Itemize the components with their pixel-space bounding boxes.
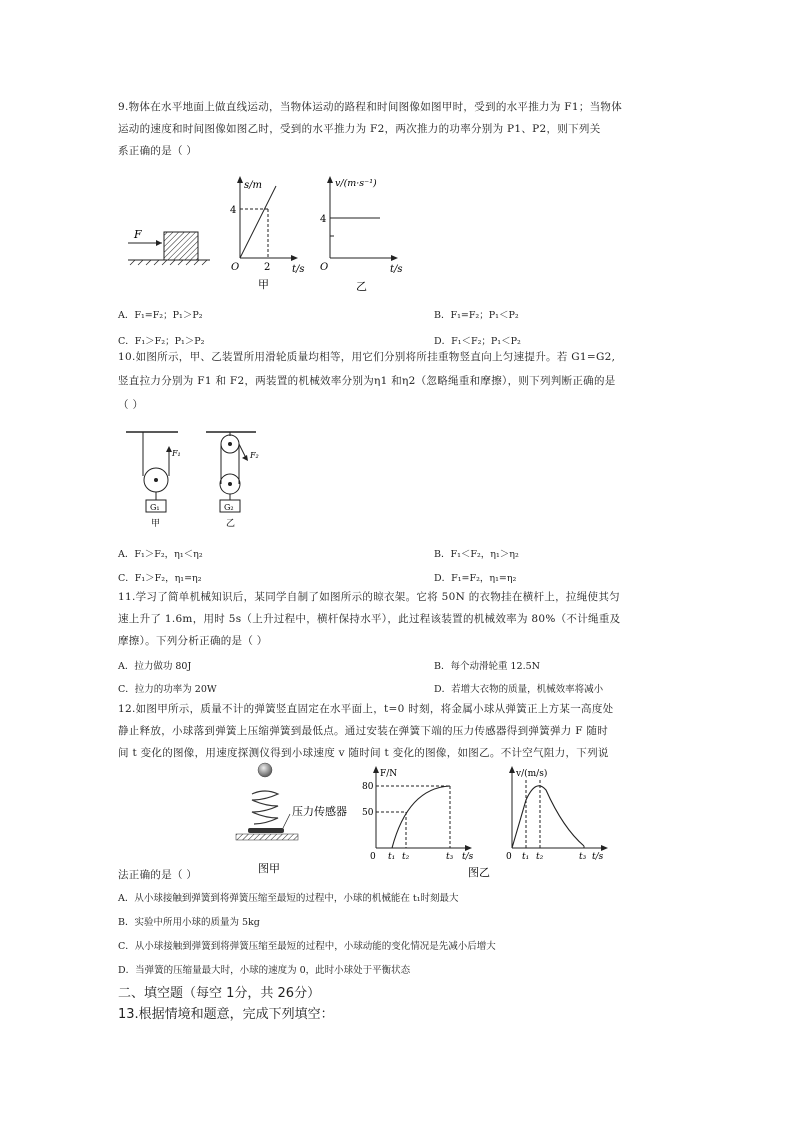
t-axis-v: t/s [592, 852, 604, 862]
g1-label: G₁ [150, 503, 160, 512]
t-axis-label: t/s [292, 264, 305, 275]
pressure-sensor [248, 828, 284, 833]
q11-option-c[interactable]: C．拉力的功率为 20W [118, 684, 217, 695]
t2-f: t₂ [402, 852, 410, 862]
q9-option-a[interactable]: A．F₁=F₂；P₁＞P₂ [118, 310, 203, 321]
t3-v: t₃ [579, 852, 587, 862]
f-axis-label: F/N [380, 769, 398, 779]
q9-figure [118, 168, 418, 298]
q12-line-4: 法正确的是（ ） [118, 869, 198, 881]
g2-label: G₂ [224, 503, 234, 512]
block [164, 232, 198, 260]
tick-4: 4 [230, 205, 237, 216]
q12-line-3: 间 t 变化的图像，用速度探测仪得到小球速度 v 随时间 t 变化的图像，如图乙。不计空气阻力，下列说 [118, 747, 609, 759]
figure-label-yi-12: 图乙 [468, 866, 490, 878]
origin-v: 0 [506, 852, 512, 862]
q12-option-c[interactable]: C．从小球接触到弹簧到将弹簧压缩至最短的过程中，小球动能的变化情况是先减小后增大 [118, 941, 496, 952]
q11-option-b[interactable]: B．每个动滑轮重 12.5N [434, 661, 540, 672]
figure-label-jia-12: 图甲 [258, 862, 280, 875]
q9-option-d[interactable]: D．F₁＜F₂；P₁＜P₂ [434, 336, 521, 347]
q10-line-2: 竖直拉力分别为 F1 和 F2，两装置的机械效率分别为η1 和η2（忽略绳重和摩擦），则下列判断正确的是 [118, 375, 616, 387]
t-axis-f: t/s [462, 852, 474, 862]
q13-line-1: 13.根据情境和题意，完成下列填空： [118, 1007, 334, 1022]
ground-hatch [130, 260, 207, 265]
q12-line-2: 静止释放，小球落到弹簧上压缩弹簧到最低点。通过安装在弹簧下端的压力传感器得到弹簧弹力 F 随时 [118, 725, 609, 737]
origin-label: O [231, 262, 240, 273]
v-axis-label-12: v/(m/s) [516, 769, 548, 779]
q10-option-d[interactable]: D．F₁=F₂，η₁=η₂ [434, 573, 517, 584]
q9-line-2: 运动的速度和时间图像如图乙时，受到的水平推力为 F2，两次推力的功率分别为 P1、P2，则下列关 [118, 123, 601, 135]
q11-option-d[interactable]: D．若增大衣物的质量，机械效率将减小 [434, 684, 604, 695]
q12-figure [228, 758, 618, 878]
q9-line-1: 9.物体在水平地面上做直线运动，当物体运动的路程和时间图像如图甲时，受到的水平推力为 F1；当物体 [118, 101, 623, 113]
force-label: F [134, 228, 142, 241]
q11-line-2: 速上升了 1.6m，用时 5s（上升过程中，横杆保持水平），此过程该装置的机械效率为 80%（不计绳重及 [118, 613, 621, 625]
figure-label-jia-10: 甲 [151, 519, 161, 529]
origin-f: 0 [370, 852, 376, 862]
q10-figure [118, 424, 268, 534]
v-axis-label: v/(m·s⁻¹) [335, 178, 377, 189]
f1-label: F₁ [172, 449, 181, 458]
t2-v: t₂ [536, 852, 544, 862]
q10-option-b[interactable]: B．F₁＜F₂，η₁＞η₂ [434, 549, 519, 560]
figure-label-jia: 甲 [258, 278, 269, 291]
tick-80: 80 [362, 782, 374, 792]
q12-option-b[interactable]: B．实验中所用小球的质量为 5kg [118, 917, 260, 928]
t1-f: t₁ [388, 852, 396, 862]
q11-option-a[interactable]: A．拉力做功 80J [118, 661, 192, 672]
q10-option-c[interactable]: C．F₁＞F₂，η₁=η₂ [118, 573, 202, 584]
q9-option-b[interactable]: B．F₁=F₂；P₁＜P₂ [434, 310, 519, 321]
tick-2: 2 [264, 262, 271, 273]
q9-option-c[interactable]: C．F₁＞F₂；P₁＞P₂ [118, 336, 205, 347]
q10-line-1: 10.如图所示，甲、乙装置所用滑轮质量均相等，用它们分别将所挂重物竖直向上匀速提升。若 G1=G2, [118, 351, 616, 363]
section-title: 二、填空题（每空 1分，共 26分） [118, 986, 321, 1001]
q11-line-3: 摩擦）。下列分析正确的是（ ） [118, 635, 268, 647]
f2-label: F₂ [250, 451, 259, 460]
spring [252, 791, 278, 824]
tick-50: 50 [362, 808, 374, 818]
q12-option-d[interactable]: D．当弹簧的压缩量最大时，小球的速度为 0，此时小球处于平衡状态 [118, 965, 411, 976]
tick-4-v: 4 [320, 214, 327, 225]
q12-line-1: 12.如图甲所示，质量不计的弹簧竖直固定在水平面上，t=0 时刻，将金属小球从弹簧正上方某一高度处 [118, 703, 614, 715]
q11-line-1: 11.学习了简单机械知识后，某同学自制了如图所示的晾衣架。它将 50N 的衣物挂在横杆上，拉绳使其匀 [118, 591, 620, 603]
t-axis-label-v: t/s [390, 264, 403, 275]
q10-option-a[interactable]: A．F₁＞F₂，η₁＜η₂ [118, 549, 203, 560]
q10-line-3: （ ） [118, 399, 144, 411]
t1-v: t₁ [522, 852, 530, 862]
figure-label-yi-10: 乙 [226, 519, 236, 529]
t3-f: t₃ [446, 852, 454, 862]
sensor-label: 压力传感器 [292, 805, 347, 818]
q12-option-a[interactable]: A．从小球接触到弹簧到将弹簧压缩至最短的过程中，小球的机械能在 t₁时刻最大 [118, 893, 459, 904]
s-axis-label: s/m [244, 180, 262, 191]
ball [258, 763, 272, 777]
origin-label-v: O [320, 262, 329, 273]
q9-line-3: 系正确的是（ ） [118, 145, 198, 157]
figure-label-yi: 乙 [356, 280, 367, 293]
